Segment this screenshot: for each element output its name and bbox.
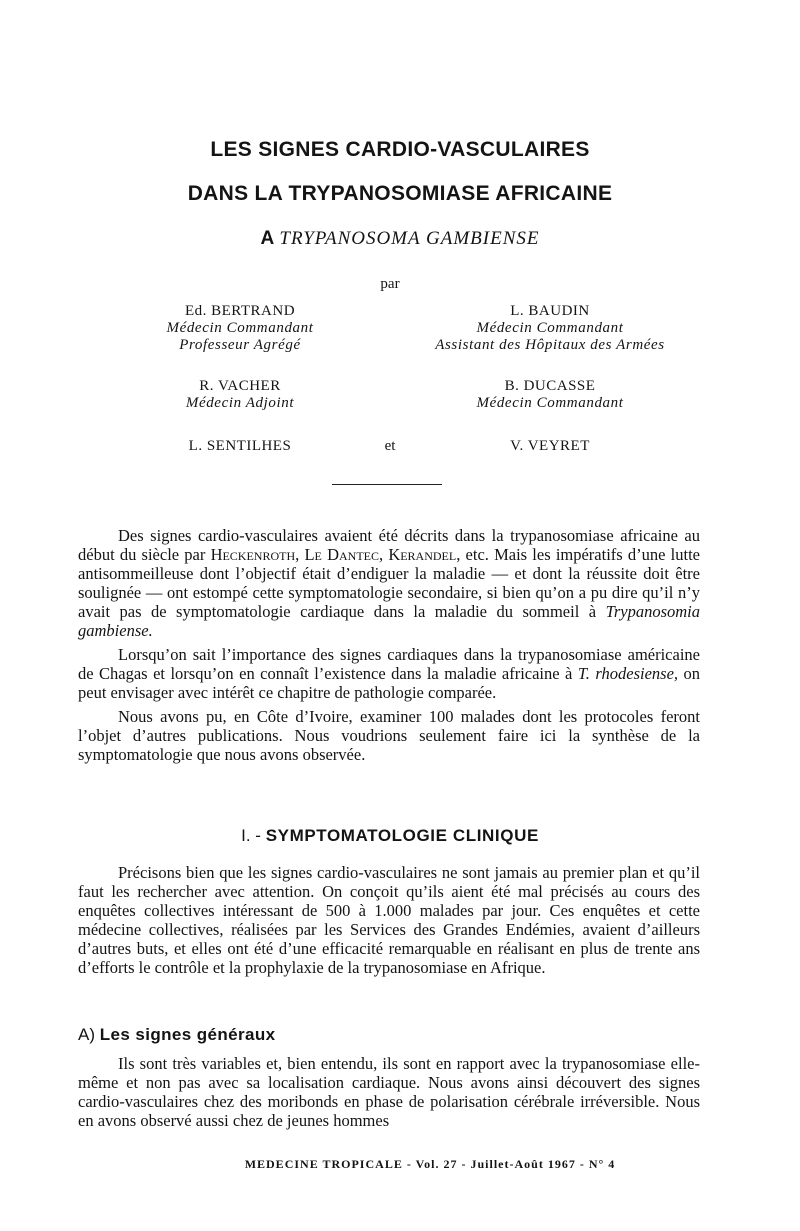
author-citation: Le Dantec, [304, 545, 384, 564]
title-species: TRYPANOSOMA GAMBIENSE [279, 228, 540, 249]
section-body [78, 863, 700, 982]
author-bertrand [130, 303, 350, 354]
section-paragraph-1: Précisons bien que les signes cardio-vasculaires ne sont jamais au premier plan et qu’il faut les rechercher avec attention. On conçoit qu’ils aient été mal précisés au cours des enquêtes collectives intéressant de 500 à 1.000 malades par jour. Ces enquêtes et cette médecine collectives, réalisées par les Services des Grandes Endémies, avaient d’ailleurs d’autres buts, et elles ont été d’une efficacité remarquable en réalisant en plus de trente ans d’efforts le contrôle et la prophylaxie de la trypanosomiase en Afrique. [78, 863, 700, 977]
author-conjunction: et [384, 438, 396, 454]
section-number: I. - [241, 826, 261, 845]
author-role: Médecin Commandant [476, 320, 624, 336]
introduction [78, 526, 700, 769]
subsection-letter: A) [78, 1025, 95, 1044]
text-run: on peut envisager avec intérêt ce chapitre de pathologie comparée. [78, 664, 700, 702]
intro-paragraph-1 [78, 526, 700, 640]
byline: par [380, 276, 400, 292]
author-veyret [410, 438, 690, 455]
author-citation: Heckenroth, [210, 545, 300, 564]
subsection-heading [78, 1025, 276, 1045]
title-line-3 [0, 228, 800, 250]
text-run: Des signes cardio-vasculaires avaient été décrits dans la trypanosomiase africaine au début du siècle par [78, 526, 700, 564]
author-vacher [130, 378, 350, 412]
journal-footer: MEDECINE TROPICALE - Vol. 27 - Juillet-Août 1967 - N° 4 [244, 1157, 616, 1171]
author-name: L. BAUDIN [510, 303, 590, 319]
title-line-2: DANS LA TRYPANOSOMIASE AFRICAINE [187, 182, 613, 205]
author-name: R. VACHER [199, 378, 281, 394]
species-name: T. rhodesiense, [577, 664, 679, 683]
subsection-title: Les signes généraux [99, 1025, 276, 1044]
subsection-paragraph-1: Ils sont très variables et, bien entendu, ils sont en rapport avec la trypanosomiase elle-même et non pas avec sa localisation cardiaque. Nous avons ainsi découvert des signes cardio-vasculaires chez des moribonds en phase de polarisation cérébrale irréversible. Nous en avons observé aussi chez de jeunes hommes [78, 1054, 700, 1130]
author-role: Professeur Agrégé [179, 337, 301, 353]
author-role: Assistant des Hôpitaux des Armées [435, 337, 665, 353]
separator-rule [332, 484, 442, 485]
author-name: V. VEYRET [510, 438, 590, 454]
subsection-body [78, 1054, 700, 1135]
intro-paragraph-3: Nous avons pu, en Côte d’Ivoire, examiner 100 malades dont les protocoles feront l’objet d’autres publications. Nous voudrions seulement faire ici la synthèse de la symptomatologie que nous avons observée. [78, 707, 700, 764]
section-title: SYMPTOMATOLOGIE CLINIQUE [265, 826, 539, 845]
species-name: Trypanosomia gambiense. [78, 602, 700, 640]
text-run: etc. Mais les impératifs d’une lutte antisommeilleuse dont l’objectif était d’endiguer la maladie — et dont la réussite doit être soulignée — ont estompé cette symptomatologie secondaire, si bien qu’on a pu dire qu’il n’y avait pas de symptomatologie cardiaque dans la maladie du sommeil à [78, 545, 700, 621]
author-baudin [410, 303, 690, 354]
author-citation: Kerandel, [388, 545, 461, 564]
author-name: Ed. BERTRAND [184, 303, 296, 319]
author-name: L. SENTILHES [188, 438, 292, 454]
title-prefix: A [260, 228, 274, 249]
author-ducasse [410, 378, 690, 412]
author-role: Médecin Commandant [166, 320, 314, 336]
title-line-1: LES SIGNES CARDIO-VASCULAIRES [210, 138, 590, 161]
intro-paragraph-2 [78, 645, 700, 702]
text-run: Lorsqu’on sait l’importance des signes cardiaques dans la trypanosomiase américaine de Chagas et lorsqu’on en connaît l’existence dans la maladie africaine à [78, 645, 700, 683]
section-heading [0, 826, 780, 846]
author-sentilhes [130, 438, 350, 455]
author-role: Médecin Commandant [476, 395, 624, 411]
author-role: Médecin Adjoint [185, 395, 295, 411]
author-name: B. DUCASSE [504, 378, 596, 394]
